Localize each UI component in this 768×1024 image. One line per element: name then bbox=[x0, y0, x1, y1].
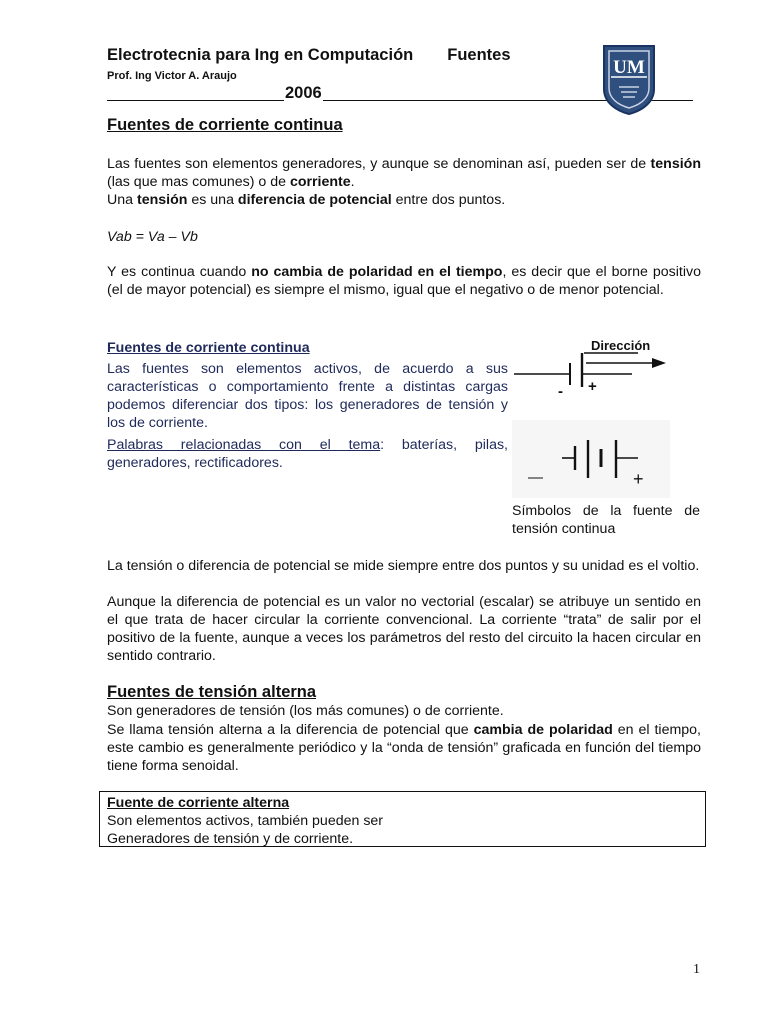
minus-sign: - bbox=[558, 383, 563, 399]
text-run: Una bbox=[107, 192, 137, 208]
bold-term: diferencia de potencial bbox=[237, 192, 392, 208]
text-run: Las fuentes son elementos generadores, y aunque se denominan así, pueden ser de bbox=[107, 156, 651, 172]
paragraph-ac-generators: Son generadores de tensión (los más comunes) o de corriente. bbox=[107, 703, 504, 719]
battery-symbol-with-direction bbox=[512, 337, 672, 399]
related-words-text: : baterías, pilas, generadores, rectificadores. bbox=[107, 437, 508, 471]
text-run: en el tiempo, este cambio es generalmente periódico y la “onda de tensión” graficada en función del tiempo tiene forma senoidal. bbox=[107, 722, 701, 774]
document-title bbox=[107, 46, 511, 64]
paragraph-current-direction: Aunque la diferencia de potencial es un valor no vectorial (escalar) se atribuye un sentido en el que trata de hacer circular la corriente convencional. La corriente “trata” de salir por el positivo de la fuente, aunque a veces los parámetros del resto del circuito la hacen circular en sentido contrario. bbox=[107, 594, 701, 664]
topic-title: Fuentes bbox=[447, 46, 511, 64]
paragraph-voltage-definition bbox=[107, 191, 701, 209]
university-logo bbox=[601, 43, 657, 116]
bold-term: no cambia de polaridad en el tiempo bbox=[251, 264, 503, 280]
plus-sign: + bbox=[588, 378, 597, 395]
year-label: 2006 bbox=[285, 84, 322, 102]
text-run: es una bbox=[187, 192, 238, 208]
related-words-label: Palabras relacionadas con el tema bbox=[107, 437, 381, 453]
ac-box-heading: Fuente de corriente alterna bbox=[107, 795, 290, 811]
text-run: . bbox=[350, 174, 355, 190]
bold-term: tensión bbox=[136, 192, 188, 208]
voltage-formula: Vab = Va – Vb bbox=[107, 229, 198, 245]
battery-cells-symbol bbox=[512, 420, 670, 498]
minus-sign: — bbox=[528, 469, 543, 486]
ac-source-box bbox=[99, 791, 706, 847]
ac-box-line: Son elementos activos, también pueden ser bbox=[107, 813, 384, 829]
section-heading-ac: Fuentes de tensión alterna bbox=[107, 683, 317, 701]
text-run: (las que mas comunes) o de bbox=[107, 174, 290, 190]
text-run: , es decir que el borne positivo (el de mayor potencial) es siempre el mismo, igual que el negativo o de menor potencial. bbox=[107, 264, 701, 298]
logo-letters: UM bbox=[613, 57, 645, 78]
direction-label: Dirección bbox=[591, 338, 651, 353]
direction-arrow-icon bbox=[652, 358, 666, 368]
sidebox-heading: Fuentes de corriente continua bbox=[107, 340, 310, 356]
paragraph-ac-definition bbox=[107, 721, 701, 775]
sidebox-paragraph: Las fuentes son elementos activos, de acuerdo a sus características o comportamiento frente a distintas cargas podemos diferenciar dos tipos: los generadores de tensión y los de corriente. bbox=[107, 361, 508, 431]
ac-box-line: Generadores de tensión y de corriente. bbox=[107, 831, 354, 847]
section-heading-dc: Fuentes de corriente continua bbox=[107, 116, 343, 134]
paragraph-sources-intro bbox=[107, 155, 701, 191]
sidebox-related-words bbox=[107, 436, 508, 472]
page-number: 1 bbox=[693, 962, 700, 977]
bold-term: cambia de polaridad bbox=[473, 722, 613, 738]
text-run: Y es continua cuando bbox=[107, 264, 252, 280]
text-run: Se llama tensión alterna a la diferencia de potencial que bbox=[107, 722, 474, 738]
paragraph-continuous-definition bbox=[107, 263, 701, 299]
plus-sign: + bbox=[633, 469, 644, 489]
bold-term: corriente bbox=[289, 174, 351, 190]
bold-term: tensión bbox=[650, 156, 701, 172]
symbol-caption: Símbolos de la fuente de tensión continua bbox=[512, 503, 700, 537]
text-run: entre dos puntos. bbox=[391, 192, 506, 208]
author-line: Prof. Ing Victor A. Araujo bbox=[107, 70, 237, 82]
course-title: Electrotecnia para Ing en Computación bbox=[107, 46, 414, 64]
paragraph-voltage-unit: La tensión o diferencia de potencial se mide siempre entre dos puntos y su unidad es el voltio. bbox=[107, 558, 700, 574]
